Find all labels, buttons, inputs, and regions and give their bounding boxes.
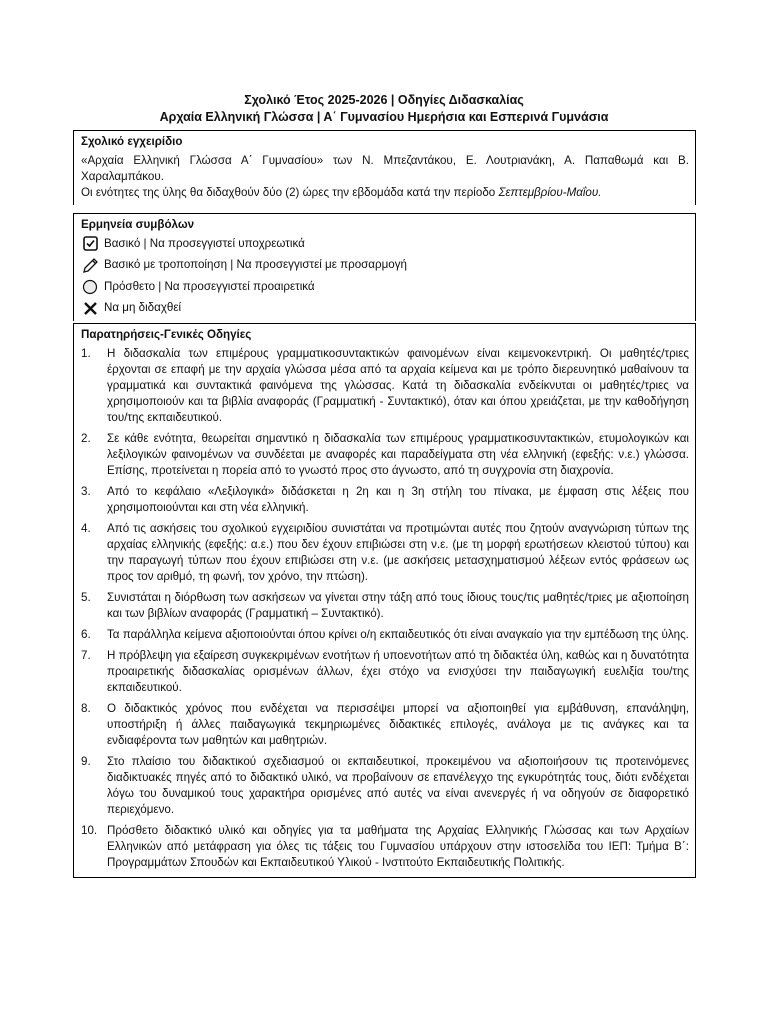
legend-section [73,213,696,321]
x-icon [81,299,99,317]
list-item [81,590,689,622]
textbook-schedule-text: Οι ενότητες της ύλης θα διδαχθούν δύο (2) ώρες την εβδομάδα κατά την περίοδο [81,186,499,199]
list-item-text: Σε κάθε ενότητα, θεωρείται σημαντικό η διδασκαλία των επιμέρους γραμματικοσυντακτικών, ετυμολογικών και λεξιλογικών φαινομένων να συνδέεται με αναφορές και παραδείγματα στη νέα ελληνική (εφεξής: ν.ε.) γλώσσα. Επίσης, προτείνεται η πορεία από το γνωστό προς στο άγνωστο, από τη συγχρονία στη διαχρονία. [107,432,689,477]
checkbox-icon [81,235,99,253]
list-item-number: 1. [81,347,91,360]
textbook-description: «Αρχαία Ελληνική Γλώσσα Α΄ Γυμνασίου» των Ν. Μπεζαντάκου, Ε. Λουτριανάκη, Α. Παπαθωμά και Β. Χαραλαμπάκου. [81,154,689,183]
list-item-text: Συνιστάται η διόρθωση των ασκήσεων να γίνεται στην τάξη από τους ίδιους τους/τις μαθητές/τριες με αξιοποίηση και των βιβλίων αναφοράς (Γραμματική – Συντακτικό). [107,591,689,620]
list-item-text: Ο διδακτικός χρόνος που ενδέχεται να περισσέψει μπορεί να αξιοποιηθεί για εμβάθυνση, επανάληψη, υποστήριξη ή άλλες παιδαγωγικά τεκμηριωμένες διδακτικές επιλογές, ανάλογα με τις ανάγκες και τα ενδιαφέροντα των μαθητών και μαθητριών. [107,702,689,747]
textbook-schedule [81,185,689,201]
textbook-schedule-period: Σεπτεμβρίου-Μαΐου. [498,186,602,199]
list-item-text: Από το κεφάλαιο «Λεξιλογικά» διδάσκεται η 2η και η 3η στήλη του πίνακα, με έμφαση στις λέξεις που χρησιμοποιούνται και στη νέα ελληνική. [107,485,689,514]
pencil-icon [81,256,99,274]
list-item [81,648,689,696]
legend-title: Ερμηνεία συμβόλων [81,218,195,231]
textbook-title: Σχολικό εγχειρίδιο [81,135,183,148]
list-item-text: Η διδασκαλία των επιμέρους γραμματικοσυντακτικών φαινομένων είναι κειμενοκεντρική. Οι μαθητές/τριες έρχονται σε επαφή με την αρχαία γλώσσα μέσα από τα αρχαία κείμενα και με τρόπο διερευνητικό μαθαίνουν τα γραμματικά και συντακτικά φαινόμενα της γλώσσας. Κατά τη διδασκαλία ενδείκνυται οι μαθητές/τριες να χρησιμοποιούν και τα βιβλία αναφοράς (Γραμματική - Συντακτικό), όταν και όπου χρειάζεται, με την καθοδήγηση του/της εκπαιδευτικού. [107,347,689,424]
list-item-text: Στο πλαίσιο του διδακτικού σχεδιασμού οι εκπαιδευτικοί, προκειμένου να αξιοποιήσουν τις προτεινόμενες διαδικτυακές πηγές από το διδακτικό υλικό, να προβαίνουν σε επανέλεγχο της εγκυρότητάς τους, διότι ενδέχεται λόγω του δυναμικού τους χαρακτήρα ορισμένες από αυτές να είναι ανενεργές ή να οδηγούν σε διαφορετικό περιεχόμενο. [107,755,689,816]
legend-item [81,298,689,320]
circle-icon [81,278,99,296]
list-item [81,521,689,585]
legend-label: Βασικό | Να προσεγγιστεί υποχρεωτικά [104,236,305,250]
legend-label: Να μη διδαχθεί [104,301,182,315]
list-item-number: 4. [81,522,91,535]
notes-list [81,346,689,871]
list-item [81,701,689,749]
list-item [81,484,689,516]
document-header [0,92,768,126]
header-year-line: Σχολικό Έτος 2025-2026 | Οδηγίες Διδασκαλίας [244,93,524,107]
list-item [81,431,689,479]
notes-section [73,323,696,878]
list-item-number: 10. [81,824,98,837]
list-item-number: 8. [81,702,91,715]
list-item [81,754,689,818]
list-item [81,346,689,426]
list-item-number: 5. [81,591,91,604]
list-item [81,627,689,643]
notes-title: Παρατηρήσεις-Γενικές Οδηγίες [81,328,252,341]
legend-item [81,276,689,298]
list-item-text: Από τις ασκήσεις του σχολικού εγχειριδίου συνιστάται να προτιμώνται αυτές που ζητούν αναγνώριση τύπων της αρχαίας ελληνικής (εφεξής: α.ε.) που δεν έχουν επιβιώσει στη ν.ε. (με τη μορφή ερωτήσεων κλειστού τύπου) και την παραγωγή τύπων που έχουν επιβιώσει στη ν.ε. (με ασκήσεις μετασχηματισμού λέξεων εντός φράσεων ως προς τον αριθμό, τη φωνή, τον χρόνο, την πτώση). [107,522,689,583]
list-item-number: 6. [81,628,91,641]
legend-item [81,233,689,255]
list-item-number: 9. [81,755,91,768]
legend-label: Πρόσθετο | Να προσεγγιστεί προαιρετικά [104,279,315,293]
list-item-text: Η πρόβλεψη για εξαίρεση συγκεκριμένων ενοτήτων ή υποενοτήτων από τη διδακτέα ύλη, καθώς και η δυνατότητα προαιρετικής διδασκαλίας ορισμένων άλλων, έχει στόχο να ενισχύσει την παιδαγωγική ευελιξία του/της εκπαιδευτικού. [107,649,689,694]
header-subject-line: Αρχαία Ελληνική Γλώσσα | Α΄ Γυμνασίου Ημερήσια και Εσπερινά Γυμνάσια [159,110,609,124]
list-item [81,823,689,871]
list-item-text: Τα παράλληλα κείμενα αξιοποιούνται όπου κρίνει ο/η εκπαιδευτικός ότι είναι αναγκαίο για την εμπέδωση της ύλης. [107,628,689,641]
list-item-text: Πρόσθετο διδακτικό υλικό και οδηγίες για τα μαθήματα της Αρχαίας Ελληνικής Γλώσσας και των Αρχαίων Ελληνικών από μετάφραση για όλες τις τάξεις του Γυμνασίου υπάρχουν στην ιστοσελίδα του ΙΕΠ: Τμήμα Β΄: Προγραμμάτων Σπουδών και Εκπαιδευτικού Υλικού - Ινστιτούτο Εκπαιδευτικής Πολιτικής. [107,824,689,869]
textbook-section [73,130,696,205]
legend-label: Βασικό με τροποποίηση | Να προσεγγιστεί με προσαρμογή [104,258,407,272]
list-item-number: 2. [81,432,91,445]
legend-item [81,255,689,277]
list-item-number: 7. [81,649,91,662]
list-item-number: 3. [81,485,91,498]
